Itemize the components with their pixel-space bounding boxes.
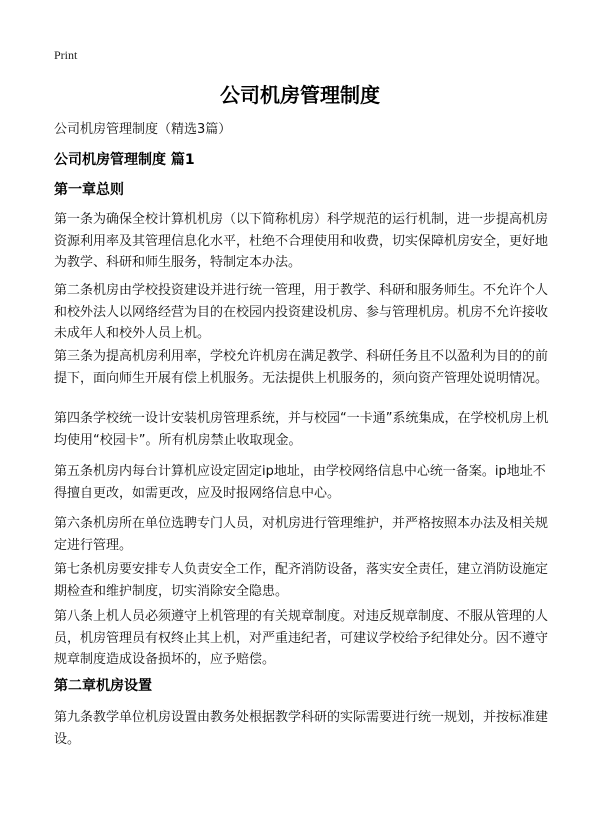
article-6: 第六条机房所在单位选聘专门人员，对机房进行管理维护，并严格按照本办法及相关规定进行管理。 <box>54 516 549 553</box>
document-subtitle: 公司机房管理制度（精选3篇） <box>54 122 232 137</box>
part-heading: 公司机房管理制度 篇1 <box>54 152 195 168</box>
article-4: 第四条学校统一设计安装机房管理系统，并与校园“一卡通”系统集成，在学校机房上机均使用“校园卡”。所有机房禁止收取现金。 <box>54 411 549 448</box>
article-8: 第八条上机人员必须遵守上机管理的有关规章制度。对违反规章制度、不服从管理的人员，机房管理员有权终止其上机，对严重违纪者，可建议学校给予纪律处分。因不遵守规章制度造成设备损坏的，应予赔偿。 <box>54 609 549 667</box>
article-2: 第二条机房由学校投资建设并进行统一管理，用于教学、科研和服务师生。不允许个人和校外法人以网络经营为目的在校园内投资建设机房、参与管理机房。机房不允许接收未成年人和校外人员上机。 <box>54 283 549 341</box>
article-1: 第一条为确保全校计算机机房（以下简称机房）科学规范的运行机制，进一步提高机房资源利用率及其管理信息化水平，杜绝不合理使用和收费，切实保障机房安全，更好地为教学、科研和师生服务，特制定本办法。 <box>54 212 549 270</box>
article-3: 第三条为提高机房利用率，学校允许机房在满足教学、科研任务且不以盈利为目的的前提下，面向师生开展有偿上机服务。无法提供上机服务的，须向资产管理处说明情况。 <box>54 349 549 386</box>
article-7: 第七条机房要安排专人负责安全工作，配齐消防设备，落实安全责任，建立消防设施定期检查和维护制度，切实消除安全隐患。 <box>54 562 549 599</box>
print-link[interactable]: Print <box>54 48 78 62</box>
chapter-2-heading: 第二章机房设置 <box>54 678 152 694</box>
article-5: 第五条机房内每台计算机应设定固定ip地址，由学校网络信息中心统一备案。ip地址不得擅自更改，如需更改，应及时报网络信息中心。 <box>54 464 546 501</box>
page-title: 公司机房管理制度 <box>220 83 380 107</box>
chapter-1-heading: 第一章总则 <box>54 182 124 198</box>
article-9: 第九条教学单位机房设置由教务处根据教学科研的实际需要进行统一规划，并按标准建设。 <box>54 710 549 747</box>
